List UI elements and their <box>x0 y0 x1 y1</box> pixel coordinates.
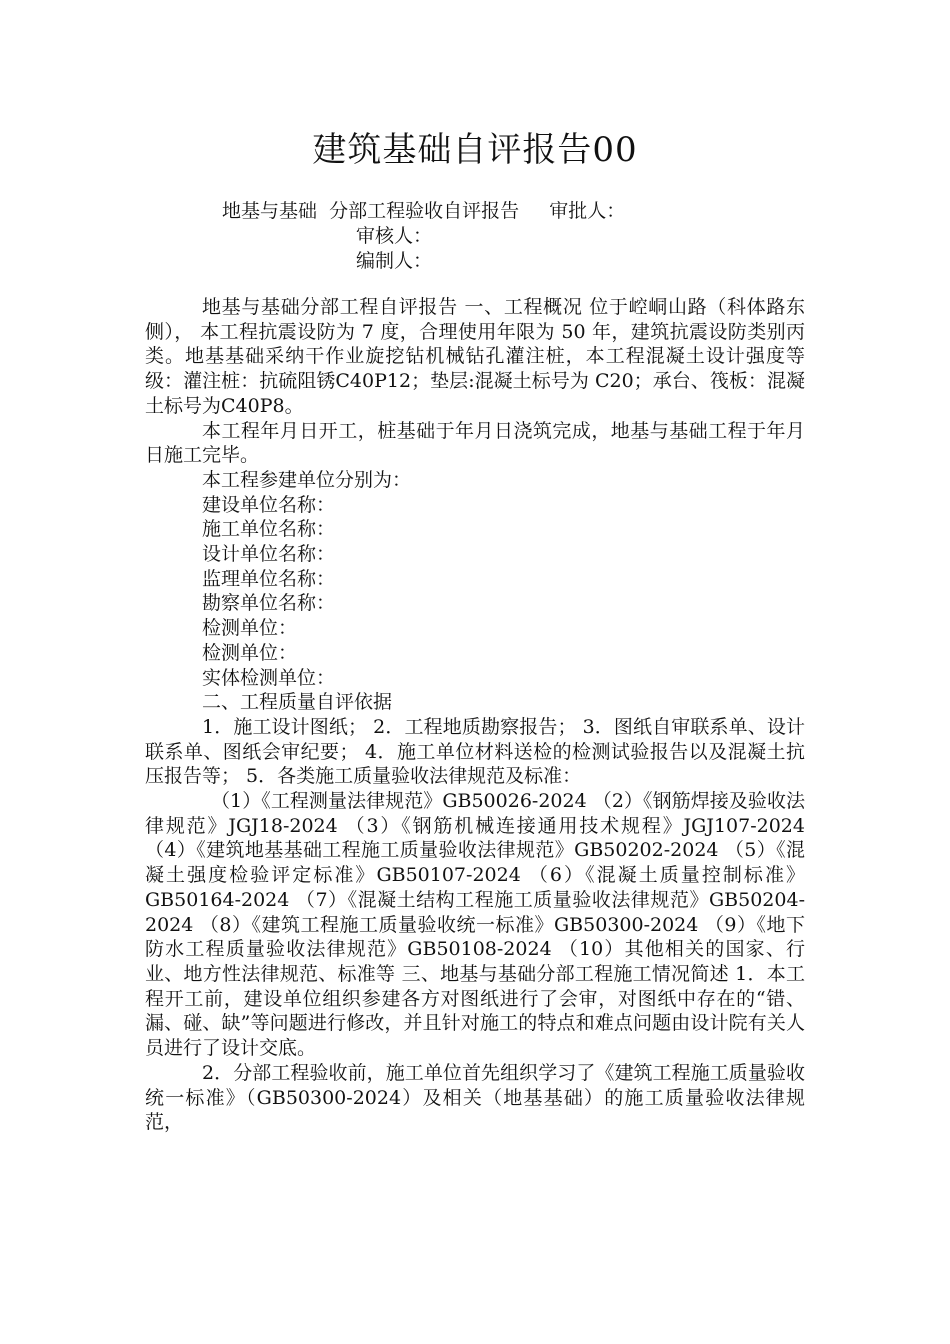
paragraph-units-intro: 本工程参建单位分别为： <box>202 468 412 491</box>
unit-designer: 设计单位名称： <box>202 543 336 566</box>
paragraph-schedule: 本工程年月日开工，桩基础于年月日浇筑完成，地基与基础工程于年月日施工完毕。 <box>145 419 805 467</box>
unit-supervisor: 监理单位名称： <box>202 567 336 590</box>
header-line-editor: 编制人： <box>356 250 433 272</box>
paragraph-overview: 地基与基础分部工程自评报告 一、工程概况 位于崆峒山路（科体路东侧）， 本工程抗震设防为 7 度，合理使用年限为 50 年，建筑抗震设防类别丙类。地基基础采纳干作业旋挖钻机械钻孔灌注桩，本工程混凝土设计强度等级：灌注桩：抗硫阻锈C40P12；垫层:混凝土标号为 C20；承台、筏板：混凝土标号为C40P8。 <box>145 296 805 417</box>
header-line-approver: 地基与基础 分部工程验收自评报告 审批人： <box>222 200 626 222</box>
unit-surveyor: 勘察单位名称： <box>202 592 336 615</box>
paragraph-standards-list: （1）《工程测量法律规范》GB50026-2024 （2）《钢筋焊接及验收法律规范》JGJ18-2024 （3）《钢筋机械连接通用技术规程》JGJ107-2024 （4）《建筑地基基础工程施工质量验收法律规范》GB50202-2024 （5）《混凝土强度检验评定标准》GB50107-2024 （6）《混凝土质量控制标准》GB50164-2024 （7）《混凝土结构工程施工质量验收法律规范》GB50204-2024 （8）《建筑工程施工质量验收统一标准》GB50300-2024 （9）《地下防水工程质量验收法律规范》GB50108-2024 （10）其他相关的国家、行业、地方性法律规范、标准等 三、地基与基础分部工程施工情况简述 1．本工程开工前，建设单位组织参建各方对图纸进行了会审，对图纸中存在的“错、漏、碰、缺”等问题进行修改，并且针对施工的特点和难点问题由设计院有关人员进行了设计交底。 <box>145 790 805 1060</box>
header-line-reviewer: 审核人： <box>356 225 433 247</box>
unit-testing-2: 检测单位： <box>202 641 298 664</box>
page-title: 建筑基础自评报告00 <box>312 130 638 170</box>
unit-construction-owner: 建设单位名称： <box>202 493 336 516</box>
paragraph-basis-list: 1．施工设计图纸； 2．工程地质勘察报告； 3．图纸自审联系单、设计联系单、图纸会审纪要； 4．施工单位材料送检的检测试验报告以及混凝土抗压报告等； 5．各类施工质量验收法律规范及标准： <box>145 715 805 788</box>
section-heading-basis: 二、工程质量自评依据 <box>202 691 393 714</box>
unit-contractor: 施工单位名称： <box>202 518 336 541</box>
unit-testing-1: 检测单位： <box>202 617 298 640</box>
report-header <box>222 199 625 274</box>
report-body <box>145 295 805 1135</box>
paragraph-acceptance: 2．分部工程验收前，施工单位首先组织学习了《建筑工程施工质量验收统一标准》（GB50300-2024）及相关（地基基础）的施工质量验收法律规范， <box>145 1061 805 1134</box>
unit-entity-testing: 实体检测单位： <box>202 666 336 689</box>
